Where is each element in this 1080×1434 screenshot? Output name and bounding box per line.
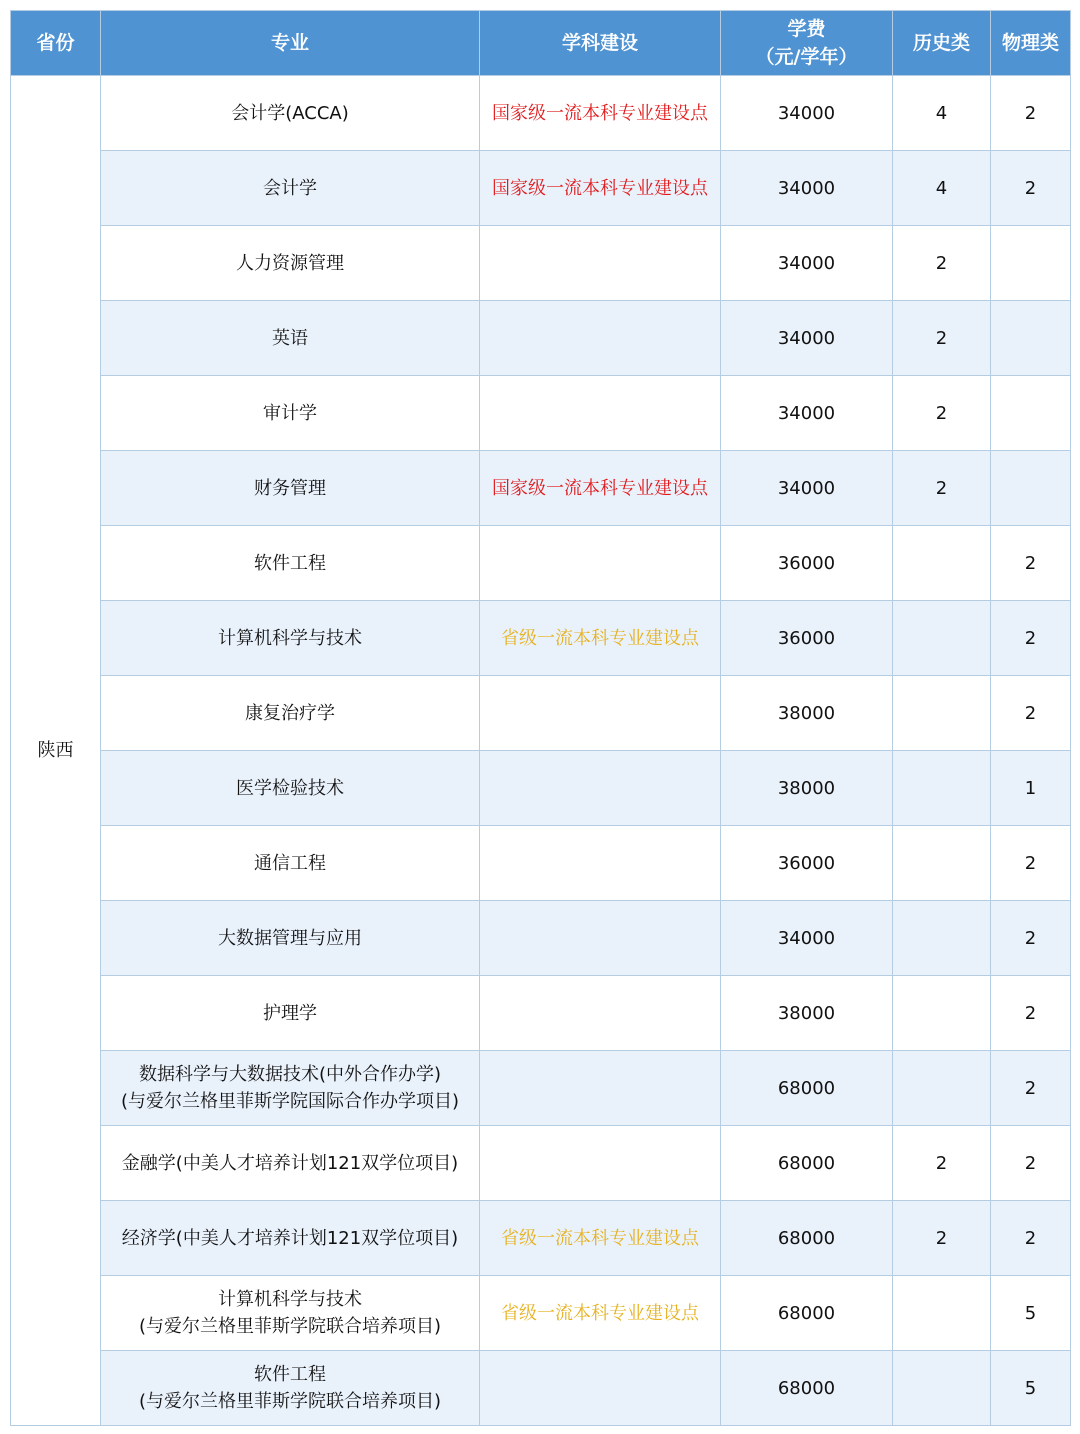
discipline-cell: 国家级一流本科专业建设点 [480, 76, 721, 151]
tuition-cell: 36000 [721, 526, 893, 601]
header-tuition-line1: 学费 [787, 18, 826, 40]
history-cell [893, 826, 991, 901]
major-cell [101, 76, 480, 151]
major-text: 医学检验技术 [236, 777, 344, 799]
major-cell [101, 1351, 480, 1426]
discipline-cell [480, 526, 721, 601]
major-cell [101, 676, 480, 751]
history-cell: 2 [893, 1201, 991, 1276]
major-text: 会计学(ACCA) [231, 102, 349, 124]
major-text: 计算机科学与技术 [218, 627, 362, 649]
tuition-cell: 36000 [721, 826, 893, 901]
tuition-table [10, 10, 1071, 1426]
major-text: 财务管理 [254, 477, 326, 499]
physics-cell [991, 301, 1071, 376]
physics-cell [991, 376, 1071, 451]
discipline-cell [480, 226, 721, 301]
major-text: (与爱尔兰格里菲斯学院联合培养项目) [138, 1316, 442, 1337]
header-major: 专业 [101, 11, 480, 76]
physics-cell: 2 [991, 1051, 1071, 1126]
discipline-cell [480, 676, 721, 751]
major-text: 计算机科学与技术 [218, 1289, 362, 1310]
tuition-cell: 34000 [721, 226, 893, 301]
major-text: 软件工程 [254, 1364, 326, 1385]
discipline-cell [480, 1051, 721, 1126]
major-cell [101, 226, 480, 301]
major-text: 金融学(中美人才培养计划121双学位项目) [121, 1152, 459, 1174]
tuition-cell: 68000 [721, 1351, 893, 1426]
header-tuition [721, 11, 893, 76]
discipline-cell: 国家级一流本科专业建设点 [480, 451, 721, 526]
history-cell [893, 676, 991, 751]
major-text: (与爱尔兰格里菲斯学院联合培养项目) [138, 1391, 442, 1412]
discipline-cell [480, 826, 721, 901]
table-row [11, 451, 1071, 526]
tuition-cell: 68000 [721, 1276, 893, 1351]
history-cell: 2 [893, 301, 991, 376]
table-row [11, 1351, 1071, 1426]
major-text: 护理学 [263, 1002, 317, 1024]
physics-cell [991, 451, 1071, 526]
table-row [11, 826, 1071, 901]
major-cell [101, 1051, 480, 1126]
table-row [11, 76, 1071, 151]
physics-cell: 5 [991, 1351, 1071, 1426]
tuition-cell: 68000 [721, 1126, 893, 1201]
discipline-cell [480, 901, 721, 976]
history-cell [893, 526, 991, 601]
table-row [11, 526, 1071, 601]
major-cell [101, 451, 480, 526]
tuition-cell: 34000 [721, 901, 893, 976]
history-cell [893, 601, 991, 676]
major-cell [101, 151, 480, 226]
tuition-cell: 36000 [721, 601, 893, 676]
discipline-cell [480, 751, 721, 826]
history-cell: 2 [893, 451, 991, 526]
major-cell [101, 751, 480, 826]
major-text: 软件工程 [254, 552, 326, 574]
table-body [11, 76, 1071, 1426]
tuition-cell: 34000 [721, 151, 893, 226]
physics-cell: 2 [991, 826, 1071, 901]
major-cell [101, 301, 480, 376]
header-province: 省份 [11, 11, 101, 76]
physics-cell: 2 [991, 676, 1071, 751]
physics-cell: 2 [991, 1126, 1071, 1201]
table-row [11, 601, 1071, 676]
table-row [11, 751, 1071, 826]
physics-cell: 2 [991, 526, 1071, 601]
history-cell: 2 [893, 1126, 991, 1201]
history-cell: 4 [893, 76, 991, 151]
major-text: 大数据管理与应用 [218, 927, 362, 949]
tuition-cell: 34000 [721, 451, 893, 526]
table-row [11, 1126, 1071, 1201]
history-cell [893, 1351, 991, 1426]
major-cell [101, 376, 480, 451]
header-tuition-line2: （元/学年） [755, 46, 858, 68]
history-cell [893, 901, 991, 976]
header-row [11, 11, 1071, 76]
tuition-table-container [10, 10, 1070, 1426]
tuition-cell: 38000 [721, 976, 893, 1051]
table-row [11, 676, 1071, 751]
history-cell: 2 [893, 226, 991, 301]
major-cell [101, 976, 480, 1051]
major-text: 康复治疗学 [245, 702, 335, 724]
history-cell: 4 [893, 151, 991, 226]
table-row [11, 301, 1071, 376]
major-text: 人力资源管理 [236, 252, 344, 274]
tuition-cell: 68000 [721, 1051, 893, 1126]
discipline-cell [480, 376, 721, 451]
discipline-cell [480, 301, 721, 376]
table-row [11, 976, 1071, 1051]
header-physics: 物理类 [991, 11, 1071, 76]
table-row [11, 151, 1071, 226]
major-text: 会计学 [263, 177, 317, 199]
table-row [11, 1201, 1071, 1276]
table-row [11, 1276, 1071, 1351]
major-text: 通信工程 [254, 852, 326, 874]
physics-cell: 2 [991, 1201, 1071, 1276]
major-cell [101, 526, 480, 601]
discipline-cell: 省级一流本科专业建设点 [480, 1276, 721, 1351]
tuition-cell: 38000 [721, 676, 893, 751]
header-history: 历史类 [893, 11, 991, 76]
table-row [11, 226, 1071, 301]
physics-cell [991, 226, 1071, 301]
province-cell: 陕西 [11, 76, 101, 1426]
major-text: 数据科学与大数据技术(中外合作办学) [138, 1064, 442, 1085]
tuition-cell: 34000 [721, 301, 893, 376]
major-text: 审计学 [263, 402, 317, 424]
discipline-cell: 省级一流本科专业建设点 [480, 601, 721, 676]
major-cell [101, 1276, 480, 1351]
physics-cell: 2 [991, 601, 1071, 676]
major-cell [101, 1126, 480, 1201]
table-row [11, 376, 1071, 451]
major-cell [101, 826, 480, 901]
history-cell [893, 976, 991, 1051]
discipline-cell [480, 1126, 721, 1201]
major-text: 英语 [272, 327, 308, 349]
physics-cell: 2 [991, 151, 1071, 226]
major-cell [101, 1201, 480, 1276]
table-row [11, 901, 1071, 976]
discipline-cell [480, 1351, 721, 1426]
discipline-cell: 国家级一流本科专业建设点 [480, 151, 721, 226]
physics-cell: 1 [991, 751, 1071, 826]
history-cell: 2 [893, 376, 991, 451]
tuition-cell: 38000 [721, 751, 893, 826]
tuition-cell: 68000 [721, 1201, 893, 1276]
physics-cell: 2 [991, 976, 1071, 1051]
major-text: (与爱尔兰格里菲斯学院国际合作办学项目) [120, 1091, 460, 1112]
physics-cell: 2 [991, 901, 1071, 976]
table-row [11, 1051, 1071, 1126]
major-cell [101, 901, 480, 976]
major-text: 经济学(中美人才培养计划121双学位项目) [121, 1227, 459, 1249]
header-discipline: 学科建设 [480, 11, 721, 76]
history-cell [893, 1276, 991, 1351]
physics-cell: 5 [991, 1276, 1071, 1351]
discipline-cell: 省级一流本科专业建设点 [480, 1201, 721, 1276]
tuition-cell: 34000 [721, 76, 893, 151]
physics-cell: 2 [991, 76, 1071, 151]
discipline-cell [480, 976, 721, 1051]
history-cell [893, 1051, 991, 1126]
major-cell [101, 601, 480, 676]
tuition-cell: 34000 [721, 376, 893, 451]
history-cell [893, 751, 991, 826]
